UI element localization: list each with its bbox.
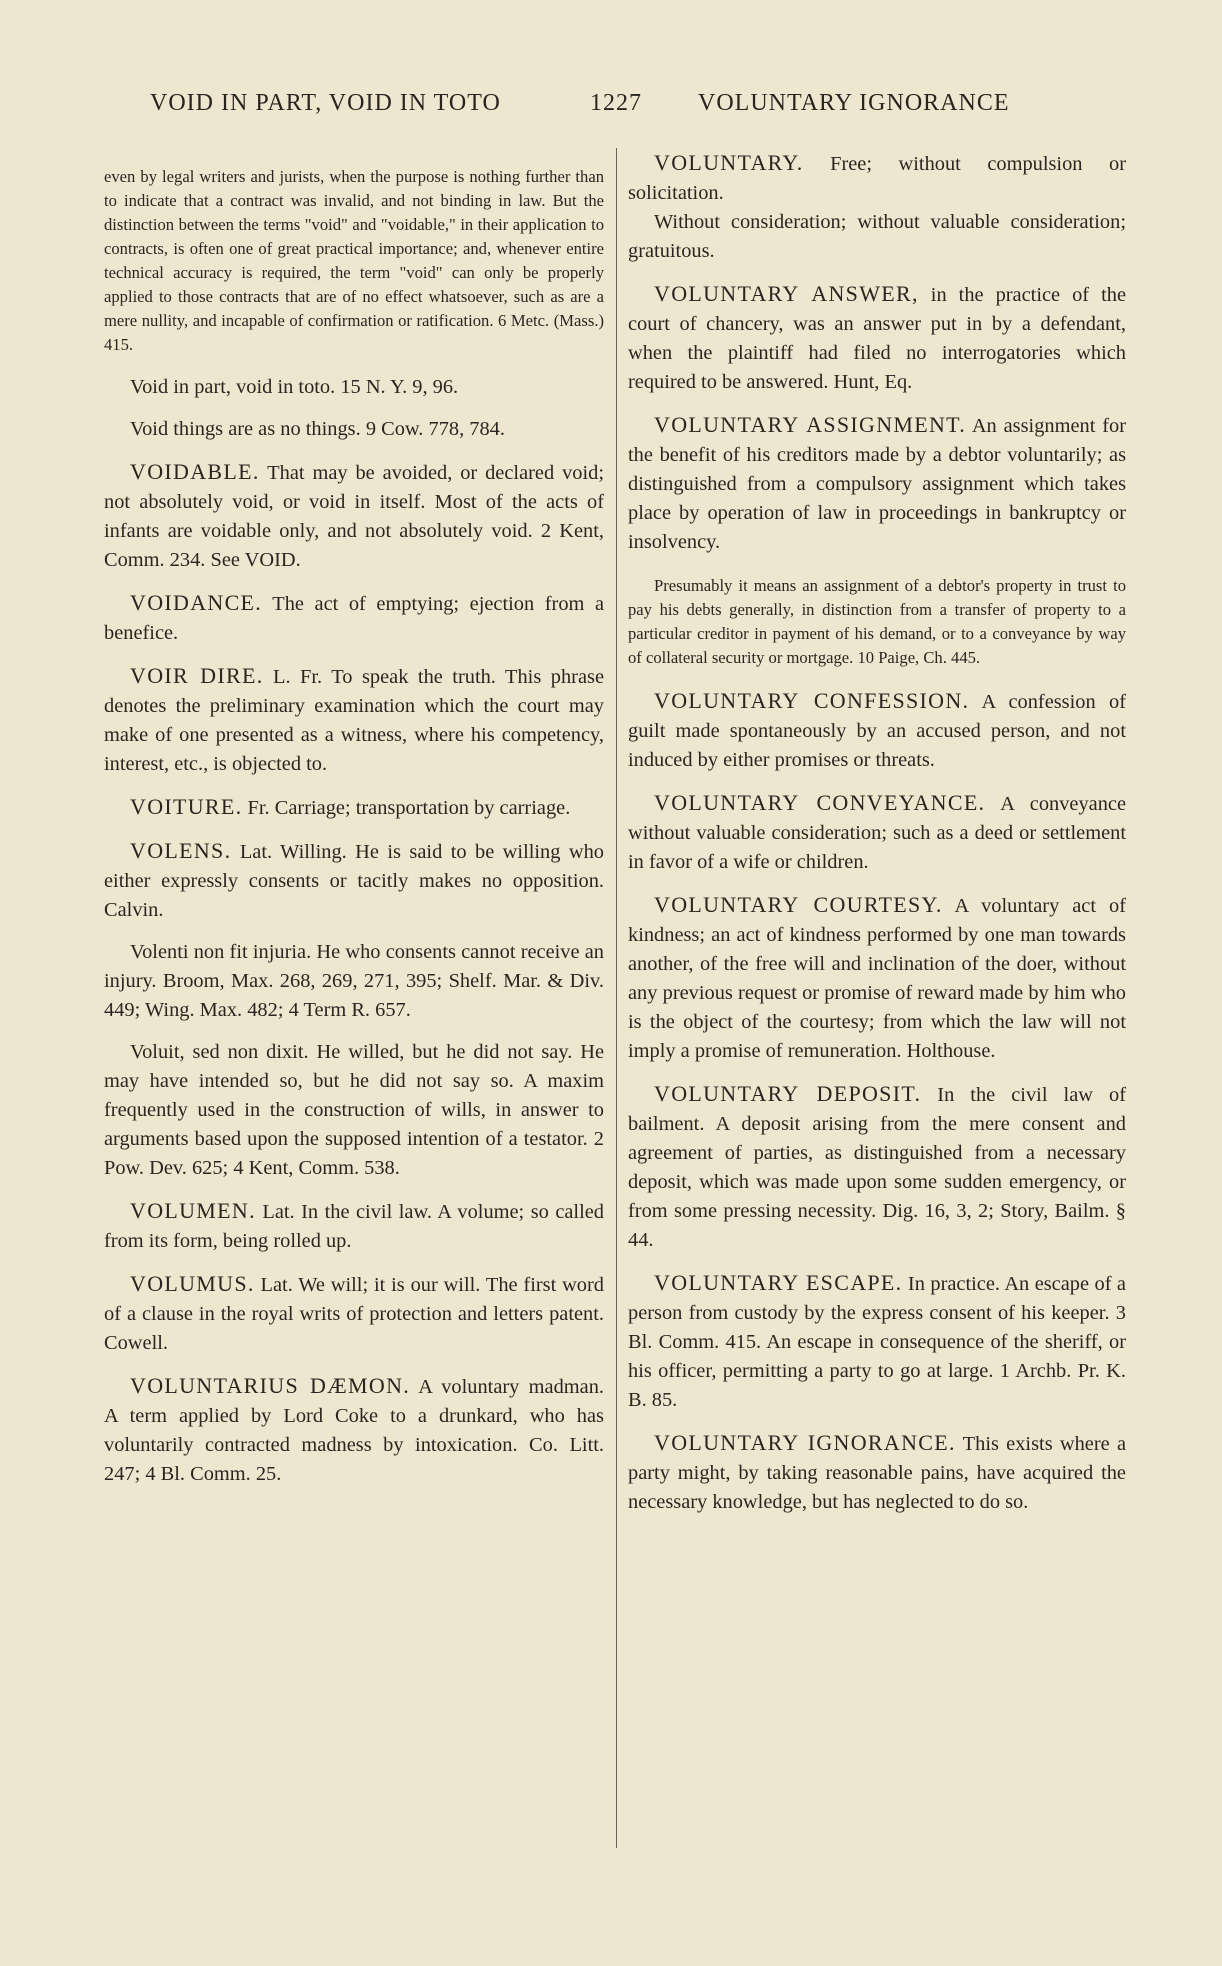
entry-void-things [104, 415, 604, 444]
entry-headword: VOLUNTARY CONVEYANCE. [654, 789, 986, 815]
right-column [628, 148, 1126, 1530]
entry-voluntary-conveyance [628, 788, 1126, 877]
entry-body: That may be avoided, or declared void; not absolutely void, or void in itself. Most of the acts of infants are voidable only, and not absolutely void. 2 Kent, Comm. 234. See VOID. [104, 461, 604, 571]
entry-voluntary [628, 148, 1126, 266]
page-number: 1227 [590, 90, 642, 116]
entry-headword: VOIDABLE. [130, 458, 260, 484]
entry-headword: Volenti non fit injuria. [130, 940, 312, 963]
header-right-guide-word: VOLUNTARY IGNORANCE [698, 90, 1010, 116]
entry-body: In practice. An escape of a person from custody by the express consent of his keeper. 3 Bl. Comm. 415. An escape in consequence of the sheriff, or his officer, permitting a party to go at large. 1 Archb. Pr. K. B. 85. [628, 1272, 1126, 1411]
entry-body: Lat. In the civil law. A volume; so called from its form, being rolled up. [104, 1200, 604, 1252]
entry-body: in the practice of the court of chancery, was an answer put in by a defendant, when the plaintiff had filed no interrogatories which required to be answered. Hunt, Eq. [628, 284, 1126, 393]
entry-voluit-sed-non-dixit [104, 1038, 604, 1183]
entry-subsense: Without consideration; without valuable consideration; gratuitous. [628, 211, 1126, 262]
entry-headword: VOLENS. [130, 837, 232, 863]
entry-body: He willed, but he did not say. He may have intended so, but he did not say so. A maxim frequently used in the construction of wills, in answer to arguments based upon the supposed intention of a testator. 2 Pow. Dev. 625; 4 Kent, Comm. 538. [104, 1040, 604, 1179]
entry-volumen [104, 1196, 604, 1256]
entry-void-in-part [104, 373, 604, 402]
entry-headword: VOLUNTARIUS DÆMON. [130, 1372, 411, 1398]
entry-body: A voluntary act of kindness; an act of kindness performed by one man towards another, of the free will and inclination of the doer, without any previous request or promise of reward made by him who is the object of the courtesy; from which the law will not imply a promise of remuneration. Holthouse. [628, 894, 1126, 1062]
entry-body: 15 N. Y. 9, 96. [335, 375, 459, 398]
entry-voluntary-confession [628, 686, 1126, 775]
entry-voluntarius-daemon [104, 1371, 604, 1489]
entry-headword: VOLUMEN. [130, 1197, 256, 1223]
entry-voluntary-ignorance [628, 1428, 1126, 1517]
entry-headword: VOLUNTARY ESCAPE. [654, 1269, 903, 1295]
entry-note: Presumably it means an assignment of a debtor's property in trust to pay his debts generally, in distinction from a transfer of property to a particular creditor in payment of his demand, or to a conveyance by way of collateral security or mortgage. 10 Paige, Ch. 445. [628, 575, 1126, 667]
entry-headword: VOITURE. [130, 793, 243, 819]
entry-headword: VOLUNTARY COURTESY. [654, 891, 943, 917]
entry-body: In the civil law of bailment. A deposit arising from the mere consent and agreement of parties, as distinguished from a necessary deposit, which was made upon some sudden emergency, or from some pressing necessity. Dig. 16, 3, 2; Story, Bailm. § 44. [628, 1083, 1126, 1251]
entry-voiture [104, 792, 604, 823]
entry-body: Lat. Willing. He is said to be willing who either expressly consents or tacitly makes no opposition. Calvin. [104, 840, 604, 921]
entry-body: Fr. Carriage; transportation by carriage. [242, 796, 571, 819]
entry-headword: Voluit, sed non dixit. [130, 1040, 309, 1063]
entry-headword: Void in part, void in toto. [130, 375, 336, 398]
entry-headword: VOIR DIRE. [130, 662, 264, 688]
entry-headword: VOLUNTARY DEPOSIT. [654, 1080, 922, 1106]
entry-headword: VOLUNTARY IGNORANCE. [654, 1429, 956, 1455]
entry-body: A confession of guilt made spontaneously by an accused person, and not induced by either promises or threats. [628, 690, 1126, 771]
entry-body: 9 Cow. 778, 784. [360, 417, 505, 440]
entry-body: He who consents cannot receive an injury. Broom, Max. 268, 269, 271, 395; Shelf. Mar. & Div. 449; Wing. Max. 482; 4 Term R. 657. [104, 940, 604, 1021]
entry-body: Free; without compulsion or solicitation. [628, 153, 1126, 204]
left-column [104, 148, 604, 1502]
entry-body: This exists where a party might, by taking reasonable pains, have acquired the necessary knowledge, but has neglected to do so. [628, 1432, 1126, 1513]
entry-body: L. Fr. To speak the truth. This phrase denotes the preliminary examination which the court may make of one presented as a witness, where his competency, interest, etc., is objected to. [104, 665, 604, 775]
entry-volenti-non-fit-injuria [104, 938, 604, 1025]
continuation-paragraph: even by legal writers and jurists, when the purpose is nothing further than to indicate that a contract was invalid, and not binding in law. But the distinction between the terms "void" and "voidable," in their application to contracts, is often one of great practical importance; and, whenever entire technical accuracy is required, the term "void" can only be properly applied to those contracts that are of no effect whatsoever, such as are a mere nullity, and incapable of confirmation or ratification. 6 Metc. (Mass.) 415. [104, 166, 604, 354]
entry-headword: VOIDANCE. [130, 589, 263, 615]
entry-headword: VOLUNTARY CONFESSION. [654, 687, 970, 713]
entry-voluntary-escape [628, 1268, 1126, 1415]
header-left-guide-word: VOID IN PART, VOID IN TOTO [150, 90, 501, 116]
entry-headword: Void things are as no things. [130, 417, 361, 440]
entry-body: An assignment for the benefit of his creditors made by a debtor voluntarily; as distinguished from a compulsory assignment which takes place by operation of law in proceedings in bankruptcy or insolvency. [628, 415, 1126, 553]
entry-voluntary-answer [628, 279, 1126, 397]
entry-voluntary-courtesy [628, 890, 1126, 1066]
entry-headword: VOLUMUS. [130, 1270, 255, 1296]
entry-body: A voluntary madman. A term applied by Lord Coke to a drunkard, who has voluntarily contracted madness by intoxication. Co. Litt. 247; 4 Bl. Comm. 25. [104, 1375, 604, 1485]
entry-volens [104, 836, 604, 925]
entry-body: The act of emptying; ejection from a benefice. [104, 592, 604, 644]
entry-voidable [104, 457, 604, 575]
entry-volumus [104, 1269, 604, 1358]
entry-headword: VOLUNTARY ANSWER, [654, 281, 919, 306]
column-divider [616, 148, 617, 1848]
entry-headword: VOLUNTARY. [654, 150, 804, 175]
entry-body: Lat. We will; it is our will. The first word of a clause in the royal writs of protection and letters patent. Cowell. [104, 1273, 604, 1354]
entry-voidance [104, 588, 604, 648]
entry-body: A conveyance without valuable consideration; such as a deed or settlement in favor of a wife or children. [628, 792, 1127, 873]
entry-voir-dire [104, 661, 604, 779]
entry-voluntary-deposit [628, 1079, 1126, 1255]
entry-headword: VOLUNTARY ASSIGNMENT. [654, 412, 967, 437]
entry-voluntary-assignment [628, 410, 1126, 557]
